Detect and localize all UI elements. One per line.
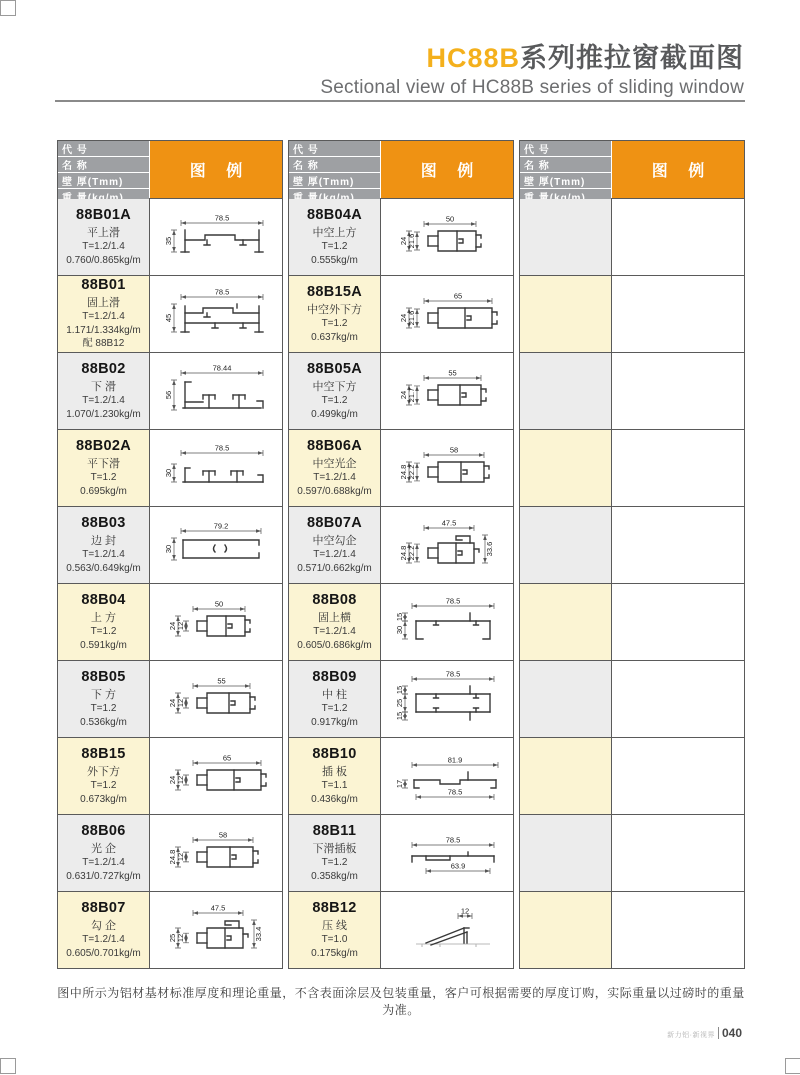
svg-text:12: 12 xyxy=(175,933,185,942)
brand-slogan: 新力铝·新视界 xyxy=(667,1032,715,1039)
profile-row xyxy=(520,892,744,968)
profile-label-cell xyxy=(58,430,150,506)
profile-row xyxy=(58,276,282,353)
profile-drawing xyxy=(151,201,282,274)
svg-text:30: 30 xyxy=(163,544,173,553)
svg-text:78.5: 78.5 xyxy=(214,287,229,296)
svg-text:50: 50 xyxy=(214,599,223,608)
profile-thickness: T=1.2 xyxy=(321,395,348,406)
svg-text:47.5: 47.5 xyxy=(210,903,225,912)
table-group-2 xyxy=(288,140,514,969)
profile-weight: 0.695kg/m xyxy=(80,485,127,497)
profile-name: 中空光企 xyxy=(312,458,357,470)
profile-drawing-cell xyxy=(150,892,282,968)
svg-text:15: 15 xyxy=(394,685,404,694)
profile-weight: 0.591kg/m xyxy=(80,639,127,651)
profile-table xyxy=(57,140,745,969)
profile-label-cell xyxy=(58,661,150,737)
profile-code: 88B05 xyxy=(81,669,126,685)
svg-text:58: 58 xyxy=(449,445,458,454)
profile-code: 88B15A xyxy=(307,284,362,300)
profile-thickness: T=1.2/1.4 xyxy=(82,857,125,868)
profile-drawing xyxy=(151,355,282,428)
profile-drawing-cell xyxy=(381,507,513,583)
profile-drawing xyxy=(151,278,282,351)
profile-drawing-cell xyxy=(612,430,744,506)
profile-row xyxy=(289,507,513,584)
profile-weight: 0.536kg/m xyxy=(80,716,127,728)
svg-text:12: 12 xyxy=(175,775,185,784)
group-header-labels xyxy=(289,141,381,198)
profile-code: 88B10 xyxy=(312,746,357,762)
profile-label-cell xyxy=(289,661,381,737)
profile-code: 88B11 xyxy=(312,823,357,839)
table-group-3 xyxy=(519,140,745,969)
profile-row xyxy=(58,199,282,276)
title-rest: 系列推拉窗截面图 xyxy=(520,43,744,73)
profile-drawing xyxy=(151,432,282,505)
svg-text:33.6: 33.6 xyxy=(484,541,494,556)
svg-text:81.9: 81.9 xyxy=(447,755,462,764)
svg-text:78.5: 78.5 xyxy=(445,596,460,605)
svg-text:22.2: 22.2 xyxy=(406,464,416,479)
legend-header: 图 例 xyxy=(612,141,744,198)
profile-thickness: T=1.1 xyxy=(321,780,348,791)
profile-row xyxy=(58,892,282,968)
profile-drawing xyxy=(151,509,282,582)
svg-text:21.7: 21.7 xyxy=(406,387,416,402)
page-footer xyxy=(667,1027,742,1040)
svg-text:78.5: 78.5 xyxy=(214,443,229,452)
svg-text:55: 55 xyxy=(447,368,457,377)
page-header xyxy=(320,44,744,99)
profile-label-cell xyxy=(289,430,381,506)
profile-label-cell xyxy=(58,353,150,429)
profile-name: 中 柱 xyxy=(321,689,348,701)
profile-label-cell xyxy=(289,507,381,583)
svg-text:24: 24 xyxy=(167,621,177,630)
profile-label-cell xyxy=(520,430,612,506)
svg-text:79.2: 79.2 xyxy=(213,521,228,530)
profile-code: 88B06 xyxy=(81,823,126,839)
profile-weight: 0.605/0.686kg/m xyxy=(297,639,372,651)
svg-text:15: 15 xyxy=(394,612,404,621)
svg-text:33.4: 33.4 xyxy=(253,926,263,941)
page-subtitle: Sectional view of HC88B series of sliding window xyxy=(320,76,744,98)
profile-thickness: T=1.2 xyxy=(90,626,117,637)
profile-drawing-cell xyxy=(612,738,744,814)
profile-row xyxy=(289,584,513,661)
profile-code: 88B15 xyxy=(81,746,126,762)
svg-text:45: 45 xyxy=(163,313,173,322)
profile-row xyxy=(289,738,513,815)
profile-drawing-cell xyxy=(381,584,513,660)
profile-weight: 0.631/0.727kg/m xyxy=(66,870,141,882)
profile-row xyxy=(58,430,282,507)
profile-thickness: T=1.2/1.4 xyxy=(82,395,125,406)
svg-text:78.5: 78.5 xyxy=(447,787,462,796)
profile-weight: 0.555kg/m xyxy=(311,254,358,266)
profile-drawing xyxy=(382,509,513,582)
corner-mark-top-left xyxy=(0,0,16,16)
profile-label-cell xyxy=(58,584,150,660)
profile-row xyxy=(58,353,282,430)
profile-label-cell xyxy=(58,892,150,968)
svg-text:24: 24 xyxy=(167,698,177,707)
profile-thickness: T=1.2 xyxy=(321,241,348,252)
profile-thickness: T=1.2 xyxy=(321,318,348,329)
profile-row xyxy=(289,199,513,276)
profile-code: 88B03 xyxy=(81,515,126,531)
profile-row xyxy=(520,507,744,584)
profile-drawing-cell xyxy=(150,738,282,814)
profile-label-cell xyxy=(58,199,150,275)
profile-name: 勾 企 xyxy=(90,920,117,932)
svg-text:21.6: 21.6 xyxy=(406,233,416,248)
profile-drawing-cell xyxy=(150,584,282,660)
svg-text:24.8: 24.8 xyxy=(398,545,408,560)
profile-weight: 0.436kg/m xyxy=(311,793,358,805)
profile-name: 中空外下方 xyxy=(307,304,362,316)
profile-label-cell xyxy=(58,815,150,891)
profile-label-cell xyxy=(520,353,612,429)
profile-thickness: T=1.2/1.4 xyxy=(313,472,356,483)
profile-code: 88B01 xyxy=(81,277,126,294)
profile-drawing-cell xyxy=(150,199,282,275)
profile-drawing-cell xyxy=(150,353,282,429)
svg-text:35: 35 xyxy=(163,236,173,245)
profile-thickness: T=1.2/1.4 xyxy=(313,549,356,560)
header-label: 代 号 xyxy=(289,141,380,157)
svg-text:56: 56 xyxy=(163,390,173,399)
profile-label-cell xyxy=(289,199,381,275)
profile-row xyxy=(520,815,744,892)
profile-drawing-cell xyxy=(612,507,744,583)
profile-row xyxy=(520,661,744,738)
svg-text:78.5: 78.5 xyxy=(214,213,229,222)
svg-text:50: 50 xyxy=(445,214,454,223)
profile-thickness: T=1.2/1.4 xyxy=(82,241,125,252)
profile-weight: 0.571/0.662kg/m xyxy=(297,562,372,574)
profile-weight: 0.563/0.649kg/m xyxy=(66,562,141,574)
profile-drawing xyxy=(382,355,513,428)
profile-weight: 0.358kg/m xyxy=(311,870,358,882)
profile-label-cell xyxy=(289,815,381,891)
profile-drawing xyxy=(382,586,513,659)
profile-thickness: T=1.0 xyxy=(321,934,348,945)
profile-code: 88B02 xyxy=(81,361,126,377)
svg-text:12: 12 xyxy=(460,906,469,915)
profile-drawing-cell xyxy=(612,353,744,429)
header-label: 壁 厚(Tmm) xyxy=(58,173,149,189)
profile-drawing-cell xyxy=(612,199,744,275)
corner-mark-bottom-left xyxy=(0,1058,16,1074)
profile-name: 下 方 xyxy=(90,689,117,701)
profile-label-cell xyxy=(520,199,612,275)
profile-drawing-cell xyxy=(612,892,744,968)
legend-header: 图 例 xyxy=(381,141,513,198)
profile-label-cell xyxy=(289,584,381,660)
profile-drawing-cell xyxy=(381,892,513,968)
profile-drawing xyxy=(382,740,513,813)
profile-row xyxy=(520,276,744,353)
profile-row xyxy=(289,661,513,738)
profile-row xyxy=(520,430,744,507)
profile-row xyxy=(58,507,282,584)
profile-drawing-cell xyxy=(381,430,513,506)
header-label: 名 称 xyxy=(58,157,149,173)
profile-code: 88B12 xyxy=(312,900,357,916)
profile-name: 插 板 xyxy=(321,766,348,778)
profile-weight: 0.499kg/m xyxy=(311,408,358,420)
profile-drawing-cell xyxy=(612,276,744,352)
profile-weight: 0.917kg/m xyxy=(311,716,358,728)
group-header-labels xyxy=(58,141,150,198)
profile-weight: 0.597/0.688kg/m xyxy=(297,485,372,497)
profile-drawing xyxy=(382,432,513,505)
profile-row xyxy=(520,199,744,276)
svg-text:12: 12 xyxy=(175,852,185,861)
profile-drawing-cell xyxy=(381,815,513,891)
profile-row xyxy=(520,584,744,661)
profile-extra: 配 88B12 xyxy=(82,338,125,350)
profile-drawing-cell xyxy=(150,815,282,891)
profile-drawing xyxy=(382,817,513,890)
svg-text:78.5: 78.5 xyxy=(445,669,460,678)
profile-weight: 0.605/0.701kg/m xyxy=(66,947,141,959)
legend-header: 图 例 xyxy=(150,141,282,198)
profile-row xyxy=(520,353,744,430)
profile-code: 88B04 xyxy=(81,592,126,608)
profile-drawing xyxy=(151,663,282,736)
profile-name: 固上横 xyxy=(318,612,351,624)
svg-text:25: 25 xyxy=(167,933,177,942)
svg-text:30: 30 xyxy=(394,625,404,634)
profile-name: 下 滑 xyxy=(90,381,117,393)
svg-text:21.6: 21.6 xyxy=(406,310,416,325)
profile-drawing xyxy=(151,817,282,890)
profile-name: 平上滑 xyxy=(87,227,120,239)
svg-text:24.8: 24.8 xyxy=(167,849,177,864)
profile-label-cell xyxy=(289,353,381,429)
svg-text:12: 12 xyxy=(175,621,185,630)
header-label: 名 称 xyxy=(289,157,380,173)
profile-code: 88B02A xyxy=(76,438,131,454)
profile-code: 88B08 xyxy=(312,592,357,608)
svg-text:58: 58 xyxy=(218,830,227,839)
profile-label-cell xyxy=(520,661,612,737)
profile-label-cell xyxy=(520,507,612,583)
profile-code: 88B07 xyxy=(81,900,126,916)
profile-weight: 0.673kg/m xyxy=(80,793,127,805)
profile-drawing xyxy=(382,278,513,351)
profile-drawing-cell xyxy=(612,815,744,891)
profile-name: 中空下方 xyxy=(312,381,357,393)
profile-name: 外下方 xyxy=(87,766,120,778)
profile-row xyxy=(58,584,282,661)
corner-mark-bottom-right xyxy=(785,1058,800,1074)
profile-weight: 1.070/1.230kg/m xyxy=(66,408,141,420)
profile-label-cell xyxy=(289,892,381,968)
profile-weight: 0.637kg/m xyxy=(311,331,358,343)
profile-thickness: T=1.2/1.4 xyxy=(82,549,125,560)
header-label: 代 号 xyxy=(58,141,149,157)
header-label: 名 称 xyxy=(520,157,611,173)
profile-drawing-cell xyxy=(381,738,513,814)
profile-drawing xyxy=(151,740,282,813)
profile-drawing-cell xyxy=(381,199,513,275)
profile-drawing xyxy=(382,663,513,736)
svg-text:78.44: 78.44 xyxy=(212,363,231,372)
profile-thickness: T=1.2/1.4 xyxy=(82,311,125,323)
profile-thickness: T=1.2 xyxy=(321,703,348,714)
svg-text:47.5: 47.5 xyxy=(441,518,456,527)
svg-text:17: 17 xyxy=(394,779,404,788)
group-header xyxy=(58,141,282,199)
page-title xyxy=(320,44,744,74)
profile-label-cell xyxy=(520,815,612,891)
svg-text:25: 25 xyxy=(394,698,404,707)
profile-drawing-cell xyxy=(381,353,513,429)
profile-name: 光 企 xyxy=(90,843,117,855)
svg-text:15: 15 xyxy=(394,711,404,720)
profile-row xyxy=(58,738,282,815)
profile-drawing xyxy=(151,586,282,659)
profile-name: 压 线 xyxy=(321,920,348,932)
profile-weight: 1.171/1.334kg/m xyxy=(66,324,141,336)
profile-label-cell xyxy=(520,276,612,352)
svg-text:30: 30 xyxy=(163,468,173,477)
profile-drawing-cell xyxy=(150,661,282,737)
group-header xyxy=(289,141,513,199)
profile-name: 边 封 xyxy=(90,535,117,547)
svg-text:24: 24 xyxy=(398,236,408,245)
profile-drawing-cell xyxy=(612,584,744,660)
svg-text:12: 12 xyxy=(175,698,185,707)
profile-drawing xyxy=(382,201,513,274)
profile-row xyxy=(289,353,513,430)
profile-code: 88B07A xyxy=(307,515,362,531)
profile-drawing-cell xyxy=(612,661,744,737)
svg-text:24: 24 xyxy=(167,775,177,784)
profile-drawing xyxy=(382,894,513,967)
svg-text:24: 24 xyxy=(398,313,408,322)
profile-label-cell xyxy=(58,738,150,814)
title-series-code: HC88B xyxy=(426,43,520,73)
profile-code: 88B05A xyxy=(307,361,362,377)
profile-name: 中空勾企 xyxy=(312,535,357,547)
group-header-labels xyxy=(520,141,612,198)
profile-drawing-cell xyxy=(150,276,282,352)
profile-label-cell xyxy=(58,507,150,583)
profile-row xyxy=(58,661,282,738)
profile-code: 88B06A xyxy=(307,438,362,454)
footer-note: 图中所示为铝材基材标准厚度和理论重量，不含表面涂层及包装重量，客户可根据需要的厚度订购，实际重量以过磅时的重量为准。 xyxy=(57,986,745,1017)
svg-text:24: 24 xyxy=(398,390,408,399)
profile-label-cell xyxy=(289,276,381,352)
profile-row xyxy=(289,892,513,968)
profile-row xyxy=(289,815,513,892)
header-label: 代 号 xyxy=(520,141,611,157)
profile-name: 平下滑 xyxy=(87,458,120,470)
profile-code: 88B04A xyxy=(307,207,362,223)
profile-thickness: T=1.2/1.4 xyxy=(82,934,125,945)
profile-row xyxy=(520,738,744,815)
svg-text:65: 65 xyxy=(222,753,231,762)
svg-text:65: 65 xyxy=(453,291,462,300)
profile-row xyxy=(58,815,282,892)
page-number: 040 xyxy=(718,1027,742,1039)
profile-row xyxy=(289,276,513,353)
profile-thickness: T=1.2 xyxy=(90,703,117,714)
svg-text:22.2: 22.2 xyxy=(406,545,416,560)
svg-text:24.8: 24.8 xyxy=(398,464,408,479)
profile-drawing-cell xyxy=(150,430,282,506)
profile-thickness: T=1.2/1.4 xyxy=(313,626,356,637)
profile-drawing xyxy=(151,894,282,967)
profile-weight: 0.760/0.865kg/m xyxy=(66,254,141,266)
profile-label-cell xyxy=(58,276,150,352)
profile-weight: 0.175kg/m xyxy=(311,947,358,959)
profile-drawing-cell xyxy=(381,661,513,737)
profile-thickness: T=1.2 xyxy=(90,472,117,483)
header-label: 壁 厚(Tmm) xyxy=(520,173,611,189)
header-label: 壁 厚(Tmm) xyxy=(289,173,380,189)
profile-drawing-cell xyxy=(381,276,513,352)
profile-thickness: T=1.2 xyxy=(321,857,348,868)
header-rule xyxy=(55,100,745,102)
profile-name: 上 方 xyxy=(90,612,117,624)
profile-label-cell xyxy=(520,584,612,660)
group-header xyxy=(520,141,744,199)
profile-label-cell xyxy=(520,892,612,968)
profile-thickness: T=1.2 xyxy=(90,780,117,791)
svg-text:63.9: 63.9 xyxy=(450,861,465,870)
profile-label-cell xyxy=(289,738,381,814)
table-group-1 xyxy=(57,140,283,969)
profile-drawing-cell xyxy=(150,507,282,583)
profile-code: 88B09 xyxy=(312,669,357,685)
profile-name: 中空上方 xyxy=(312,227,357,239)
profile-row xyxy=(289,430,513,507)
profile-name: 固上滑 xyxy=(87,297,120,310)
profile-name: 下滑插板 xyxy=(312,843,357,855)
svg-text:78.5: 78.5 xyxy=(445,835,460,844)
svg-text:55: 55 xyxy=(216,676,226,685)
profile-code: 88B01A xyxy=(76,207,131,223)
profile-label-cell xyxy=(520,738,612,814)
